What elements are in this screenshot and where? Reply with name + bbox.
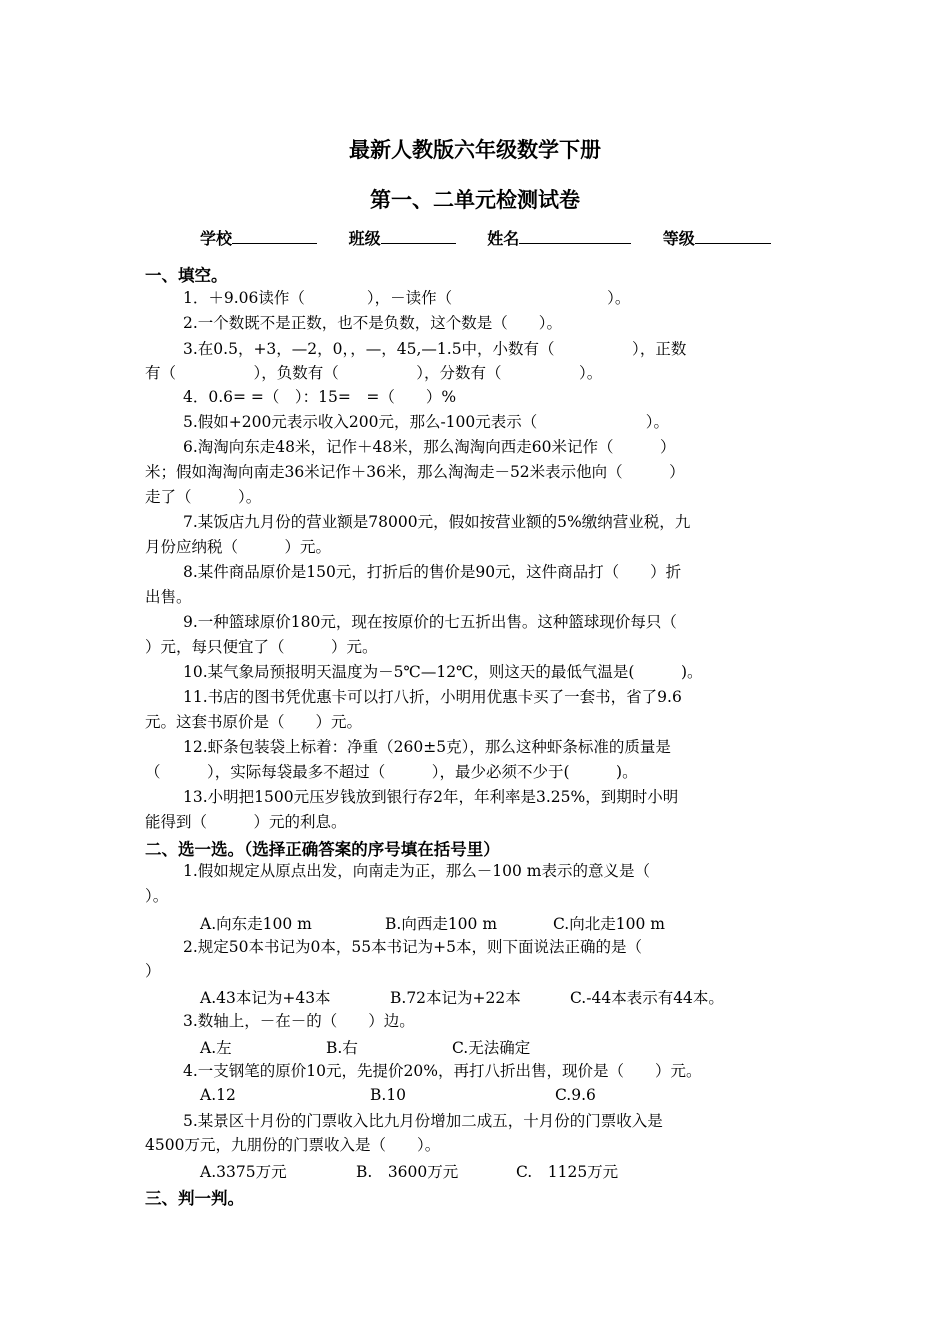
question-line: 能得到（ ）元的利息。 <box>145 813 347 831</box>
section-heading-judge: 三、判一判。 <box>145 1189 244 1208</box>
question-line: 4．0.6= =（ ）：15= =（ ）% <box>183 388 457 406</box>
grade-blank[interactable] <box>695 229 771 244</box>
page-title: 最新人教版六年级数学下册 <box>349 138 601 162</box>
page-subtitle: 第一、二单元检测试卷 <box>370 188 580 212</box>
question-line: 4500万元，九朋份的门票收入是（ ）。 <box>145 1136 441 1154</box>
question-line: 走了（ ）。 <box>145 488 262 506</box>
question-line: 元。这套书原价是（ ）元。 <box>145 713 363 731</box>
option-c: C.向北走100 m <box>553 915 665 933</box>
option-c: C.-44本表示有44本。 <box>570 989 724 1007</box>
question-line: 月份应纳税（ ）元。 <box>145 538 332 556</box>
question-line: 2.规定50本书记为0本，55本书记为+5本，则下面说法正确的是（ <box>183 938 642 956</box>
option-a: A.左 <box>200 1039 232 1057</box>
question-line: 6.淘淘向东走48米，记作＋48米，那么淘淘向西走60米记作（ ） <box>183 438 676 456</box>
question-line: 4.一支钢笔的原价10元，先提价20%，再打八折出售，现价是（ ）元。 <box>183 1062 702 1080</box>
option-b: B.右 <box>326 1039 358 1057</box>
option-c: C.9.6 <box>555 1086 596 1104</box>
question-line: 13.小明把1500元压岁钱放到银行存2年，年利率是3.25%，到期时小明 <box>183 788 679 806</box>
option-b: B.72本记为+22本 <box>390 989 521 1007</box>
school-label: 学校 <box>200 229 233 248</box>
name-blank[interactable] <box>519 229 631 244</box>
question-line: （ ），实际每袋最多不超过（ ），最少必须不少于( )。 <box>145 763 638 781</box>
question-line: 2.一个数既不是正数，也不是负数，这个数是（ ）。 <box>183 314 563 332</box>
question-line: 7.某饭店九月份的营业额是78000元，假如按营业额的5%缴纳营业税，九 <box>183 513 691 531</box>
question-line: 3.在0.5，+3，—2，0，，—，45,—1.5中，小数有（ ），正数 <box>183 340 687 358</box>
option-a: A.向东走100 m <box>200 915 312 933</box>
question-line: 5.某景区十月份的门票收入比九月份增加二成五，十月份的门票收入是 <box>183 1112 663 1130</box>
question-line: 1.假如规定从原点出发，向南走为正，那么－100 m表示的意义是（ <box>183 862 651 880</box>
option-b: B.10 <box>370 1086 407 1104</box>
question-line: 1．＋9.06读作（ ），－读作（ ）。 <box>183 289 631 307</box>
question-line: ）。 <box>145 887 169 905</box>
section-heading-fill: 一、填空。 <box>145 266 228 285</box>
option-b: B.向西走100 m <box>385 915 498 933</box>
option-c: C. 1125万元 <box>516 1163 619 1181</box>
option-a: A.3375万元 <box>200 1163 287 1181</box>
school-blank[interactable] <box>232 229 317 244</box>
question-line: 10.某气象局预报明天温度为－5℃—12℃，则这天的最低气温是( )。 <box>183 663 703 681</box>
question-line: 3.数轴上，－在－的（ ）边。 <box>183 1012 415 1030</box>
class-blank[interactable] <box>381 229 456 244</box>
name-label: 姓名 <box>487 229 520 248</box>
question-line: 有（ ），负数有（ ），分数有（ ）。 <box>145 364 603 382</box>
grade-label: 等级 <box>662 229 695 248</box>
question-line: 11.书店的图书凭优惠卡可以打八折，小明用优惠卡买了一套书，省了9.6 <box>183 688 682 706</box>
question-line: 米；假如淘淘向南走36米记作＋36米，那么淘淘走－52米表示他向（ ） <box>145 463 685 481</box>
question-line: 5.假如+200元表示收入200元，那么-100元表示（ ）。 <box>183 413 670 431</box>
question-line: 9.一种篮球原价180元，现在按原价的七五折出售。这种篮球现价每只（ <box>183 613 677 631</box>
option-b: B. 3600万元 <box>356 1163 459 1181</box>
question-line: 出售。 <box>145 588 192 606</box>
question-line: ）元，每只便宜了（ ）元。 <box>145 638 378 656</box>
option-a: A.43本记为+43本 <box>200 989 331 1007</box>
question-line: 8.某件商品原价是150元，打折后的售价是90元，这件商品打（ ）折 <box>183 563 682 581</box>
option-c: C.无法确定 <box>452 1039 531 1057</box>
option-a: A.12 <box>200 1086 236 1104</box>
question-line: 12.虾条包装袋上标着：净重（260±5克），那么这种虾条标准的质量是 <box>183 738 671 756</box>
student-info-row <box>200 226 771 249</box>
section-heading-choice: 二、选一选。（选择正确答案的序号填在括号里） <box>145 840 500 859</box>
question-line: ） <box>145 962 161 980</box>
class-label: 班级 <box>348 229 381 248</box>
